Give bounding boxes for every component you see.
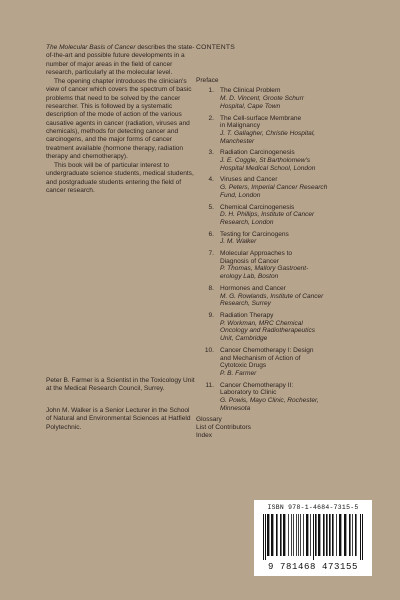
toc-item-title: Testing for Carcinogens <box>220 230 289 238</box>
toc-item-body <box>220 149 386 172</box>
toc-item <box>196 149 386 172</box>
barcode-bar <box>291 514 292 556</box>
barcode-bar <box>349 514 351 556</box>
barcode-bar <box>336 514 337 556</box>
toc-item-body <box>220 115 386 146</box>
toc-item-title: Hormones and Cancer <box>220 284 286 292</box>
toc-item-author: P. B. Farmer <box>220 369 257 377</box>
toc-tail-item: Index <box>196 431 213 439</box>
toc-item-number: 9. <box>208 311 214 319</box>
toc-item-number: 6. <box>208 230 214 238</box>
toc-item-number: 3. <box>208 149 214 157</box>
barcode-bar <box>313 514 314 560</box>
barcode-digits: 9 781468 473155 <box>267 562 358 572</box>
toc-tail <box>196 416 386 439</box>
bio-text: John M. Walker is a Senior Lecturer in the School of Natural and Environmental Sciences at Hatfield Polytechnic. <box>46 407 191 431</box>
toc-item-title: Chemical Carcinogenesis <box>220 203 295 211</box>
toc-item-number: 11. <box>205 381 214 389</box>
toc-item-author: P. Thomas, Mallory Gastroent- erology Lab, Boston <box>220 265 309 281</box>
toc-item-title: Molecular Approaches to Diagnosis of Cancer <box>220 250 293 265</box>
blurb-column <box>46 44 196 196</box>
author-bio-walker <box>46 407 196 432</box>
toc-item-author: G. Powis, Mayo Clinic, Rochester, Minnesota <box>220 397 319 412</box>
toc-item-body <box>220 347 386 378</box>
barcode-bar <box>300 514 301 556</box>
toc-item <box>196 382 386 413</box>
barcode-bar <box>332 514 334 556</box>
barcode-bar <box>280 514 282 556</box>
toc-item-body <box>220 176 386 199</box>
toc-item-number: 2. <box>208 114 214 122</box>
bio-text: Peter B. Farmer is a Scientist in the Toxicology Unit at the Medical Research Council, Surrey. <box>46 377 195 393</box>
toc-item-title: The Cell-surface Membrane in Malignancy <box>220 114 302 130</box>
barcode-bar <box>267 514 269 556</box>
barcode-bar <box>306 514 308 556</box>
toc-item-body <box>220 382 386 413</box>
barcode-bar <box>355 514 357 556</box>
toc-preface: Preface <box>196 76 219 84</box>
barcode-bar <box>276 514 278 556</box>
contents-column <box>196 44 386 440</box>
barcode-bar <box>283 514 285 556</box>
barcode-bar <box>362 514 363 560</box>
barcode-bar <box>310 514 311 556</box>
blurb-paragraph-2: The opening chapter introduces the clinician's view of cancer which covers the spectrum of basic problems that need to be solved by the cancer researcher. This is followed by a systematic description of the mode of action of the various causative agents in cancer (radiation, viruses and chemicals), methods for detecting cancer and carcinogens, and the major forms of cancer treatment available (hormone therapy, radiation therapy and chemotherapy). <box>46 78 192 160</box>
toc-item-title: Radiation Carcinogenesis <box>220 149 295 157</box>
toc-item-number: 1. <box>208 87 214 95</box>
toc-item-body <box>220 87 386 110</box>
barcode-bar <box>263 514 264 560</box>
toc-item-body <box>220 285 386 308</box>
toc-item-body <box>220 231 386 246</box>
author-bio-farmer <box>46 377 196 394</box>
toc-item-author: D. H. Phillips, Institute of Cancer Research, London <box>220 211 315 226</box>
toc-item <box>196 285 386 308</box>
toc-item-author: G. Peters, Imperial Cancer Research Fund, London <box>220 184 328 199</box>
toc-item-number: 7. <box>208 250 214 258</box>
toc-item <box>196 87 386 110</box>
toc-item-body <box>220 204 386 227</box>
toc-item <box>196 250 386 281</box>
barcode-bar <box>318 514 320 556</box>
toc-item-title: Radiation Therapy <box>220 311 274 319</box>
toc-item-number: 5. <box>208 203 214 211</box>
barcode-bar <box>296 514 297 556</box>
blurb-intro <box>46 44 196 77</box>
toc-item-number: 8. <box>208 284 214 292</box>
barcode-bar <box>329 514 331 556</box>
blurb-paragraph-3: This book will be of particular interest to undergraduate science students, medical students, and postgraduate students entering the field of cancer research. <box>46 162 194 195</box>
toc-item <box>196 176 386 199</box>
barcode-bar <box>360 514 361 560</box>
barcode-bar <box>298 514 299 556</box>
toc-item-author: J. T. Gallagher, Christie Hospital, Manchester <box>220 129 316 145</box>
barcode-bar <box>271 514 273 556</box>
toc-item-title: The Clinical Problem <box>220 87 281 95</box>
toc-tail-item: List of Contributors <box>196 424 251 432</box>
barcode-bar <box>323 514 325 556</box>
toc-item <box>196 115 386 146</box>
barcode-bar <box>288 514 289 556</box>
isbn-number: ISBN 978-1-4684-7315-5 <box>267 504 359 511</box>
toc-list <box>196 87 386 412</box>
toc-item-author: J. M. Walker <box>220 238 257 246</box>
toc-tail-item: Glossary <box>196 416 222 424</box>
toc-item-number: 4. <box>208 176 214 184</box>
barcode-bar <box>315 514 317 556</box>
barcode-bar <box>293 514 294 556</box>
toc-item-author: M. D. Vincent, Groote Schurr Hospital, Cape Town <box>220 95 304 110</box>
toc-item-author: M. G. Rowlands, Institute of Cancer Research, Surrey <box>220 292 324 308</box>
toc-item-body <box>220 312 386 343</box>
barcode-bar <box>265 514 266 560</box>
toc-item <box>196 204 386 227</box>
toc-item-body <box>220 250 386 281</box>
toc-item-author: P. Workman, MRC Chemical Oncology and Radiotherapeutics Unit, Cambridge <box>220 319 315 343</box>
toc-item <box>196 231 386 246</box>
barcode-icon <box>262 514 364 560</box>
barcode-bar <box>326 514 328 556</box>
toc-item-title: Viruses and Cancer <box>220 176 278 184</box>
toc-item-title: Cancer Chemotherapy II: Laboratory to Clinic <box>220 381 294 397</box>
barcode-label <box>254 500 372 576</box>
toc-item-number: 10. <box>204 346 214 354</box>
barcode-bar <box>352 514 353 556</box>
barcode-bar <box>344 514 346 556</box>
barcode-bar <box>303 514 304 556</box>
toc-item <box>196 347 386 378</box>
toc-item-author: J. E. Coggle, St Bartholomew's Hospital Medical School, London <box>220 157 316 172</box>
toc-item-title: Cancer Chemotherapy I: Design and Mechanism of Action of Cytotoxic Drugs <box>220 346 314 370</box>
toc-item <box>196 312 386 343</box>
contents-heading: CONTENTS <box>196 44 235 51</box>
barcode-bar <box>339 514 341 556</box>
book-title: The Molecular Basis of Cancer <box>46 44 136 51</box>
blurb-intro-text: describes the state-of-the-art and possible future developments in a number of major areas in the field of cancer research, particularly at the molecular level. <box>46 44 195 76</box>
